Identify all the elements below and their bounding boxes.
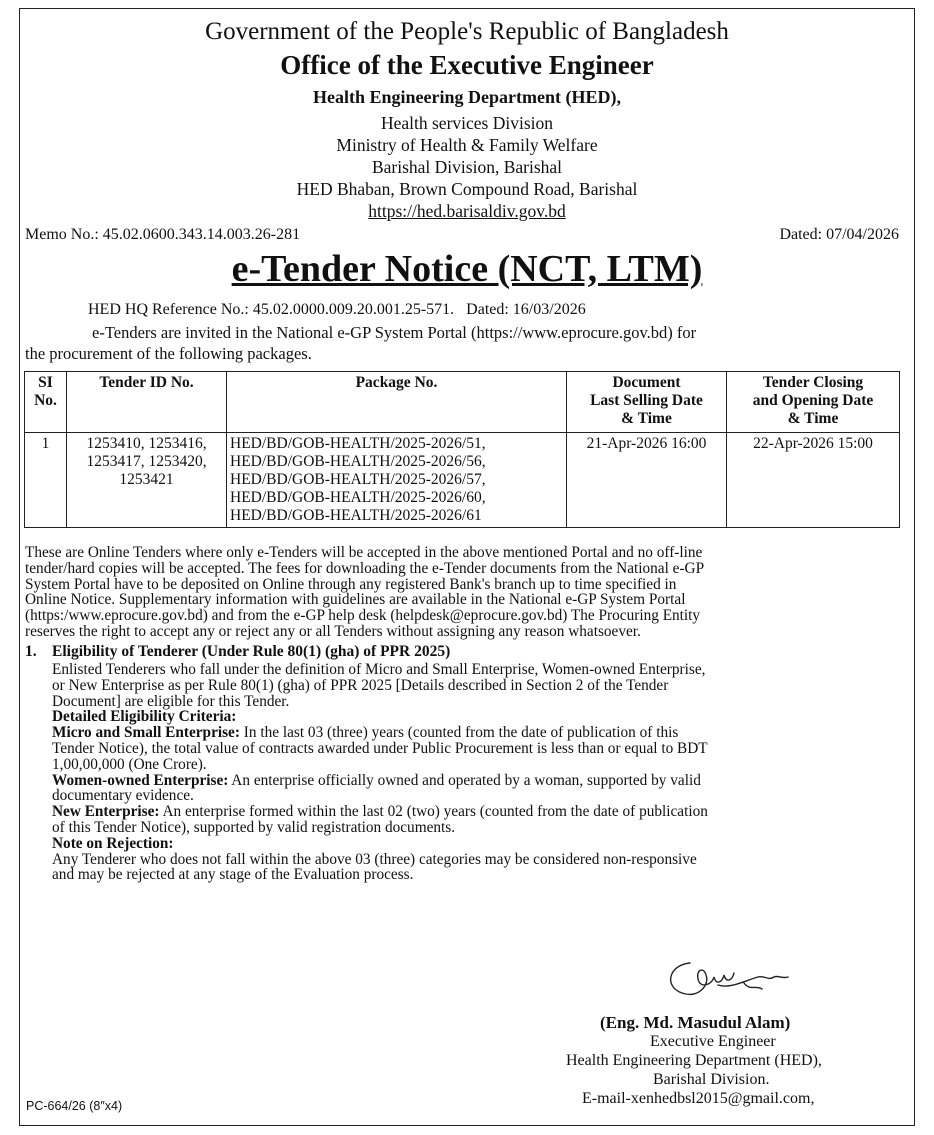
memo-date: Dated: 07/04/2026: [779, 226, 899, 243]
signatory-department: Health Engineering Department (HED),: [566, 1052, 822, 1069]
signature-image: [660, 955, 810, 1005]
micro-label: Micro and Small Enterprise:: [52, 724, 240, 742]
office-title: Office of the Executive Engineer: [280, 50, 654, 80]
criteria-heading: Detailed Eligibility Criteria:: [52, 708, 237, 726]
notice-title: e-Tender Notice (NCT, LTM): [231, 248, 703, 290]
intro-line: the procurement of the following packages.: [25, 344, 312, 363]
col-header-doc-selling: Document Last Selling Date & Time: [567, 372, 727, 433]
new-label: New Enterprise:: [52, 803, 160, 821]
women-label: Women-owned Enterprise:: [52, 771, 229, 789]
hq-reference: HED HQ Reference No.: 45.02.0000.009.20.001.25-571. Dated: 16/03/2026: [88, 301, 586, 318]
rejection-heading: Note on Rejection:: [52, 834, 174, 852]
col-header-package: Package No.: [227, 372, 567, 433]
address-line: Ministry of Health & Family Welfare: [336, 135, 598, 155]
col-header-closing: Tender Closing and Opening Date & Time: [727, 372, 900, 433]
intro-line: e-Tenders are invited in the National e-GP System Portal (https://www.eprocure.gov.bd) for: [92, 323, 697, 342]
signatory-email: E-mail-xenhedbsl2015@gmail.com,: [582, 1090, 815, 1107]
address-line: Barishal Division, Barishal: [371, 157, 563, 177]
table-row: [25, 433, 900, 528]
eligibility-intro: Enlisted Tenderers who fall under the definition of Micro and Small Enterprise, Women-owned Enterprise, or New Enterprise as per Rule 80(1) (gha) of PPR 2025 [Details described in Section 2 of the Tender Document] are eligible for this Tender. Detailed Eligibility Criteria: Micro and Small Enterprise: In the last 03 (three) years (counted from the date of publication of this Tender Notice), the total value of contracts awarded under Public Procurement is less than or equal to BDT 1,00,00,000 (One Crore). Women-owned Enterprise: An enterprise officially owned and operated by a woman, supported by valid documentary evidence. New Enterprise: An enterprise formed within the last 02 (two) years (counted from the date of publication of this Tender Notice), supported by valid registration documents. Note on Rejection: Any Tenderer who does not fall within the above 03 (three) categories may be considered non-responsive and may be rejected at any stage of the Evaluation process.: [52, 662, 899, 883]
cell-tender-ids: 1253410, 1253416, 1253417, 1253420, 1253421: [67, 433, 227, 528]
online-tender-paragraph: These are Online Tenders where only e-Tenders will be accepted in the above mentioned Portal and no off-line tender/hard copies will be accepted. The fees for downloading the e-Tender documents from the National e-GP System Portal have to be deposited on Online through any registered Bank's branch up to time specified in Online Notice. Supplementary information with guidelines are available in the National e-GP System Portal (https:/www.eprocure.gov.bd) and from the e-GP help desk (helpdesk@eprocure.gov.bd) The Procuring Entity reserves the right to accept any or reject any or all Tenders without assigning any reason whatsoever.: [25, 544, 705, 640]
cell-closing: 22-Apr-2026 15:00: [727, 433, 900, 528]
eligibility-heading: Eligibility of Tenderer (Under Rule 80(1) (gha) of PPR 2025): [52, 643, 451, 660]
table-header-row: [25, 372, 900, 433]
col-header-tender-id: Tender ID No.: [67, 372, 227, 433]
signatory-division: Barishal Division.: [653, 1071, 770, 1088]
website-link[interactable]: https://hed.barisaldiv.gov.bd: [368, 201, 566, 221]
address-line: Health services Division: [380, 113, 554, 133]
print-code: PC-664/26 (8″x4): [26, 1099, 123, 1113]
section-number: 1.: [25, 643, 37, 660]
address-line: HED Bhaban, Brown Compound Road, Barishal: [296, 179, 638, 199]
signatory-designation: Executive Engineer: [650, 1033, 776, 1050]
cell-doc-selling: 21-Apr-2026 16:00: [567, 433, 727, 528]
packages-table: [24, 371, 900, 528]
cell-sl: 1: [25, 433, 67, 528]
government-heading: Government of the People's Republic of Bangladesh: [205, 18, 729, 45]
col-header-sl: SI No.: [25, 372, 67, 433]
memo-number: Memo No.: 45.02.0600.343.14.003.26-281: [25, 226, 301, 243]
signatory-name: (Eng. Md. Masudul Alam): [600, 1013, 791, 1032]
cell-packages: HED/BD/GOB-HEALTH/2025-2026/51, HED/BD/GOB-HEALTH/2025-2026/56, HED/BD/GOB-HEALTH/2025-2026/57, HED/BD/GOB-HEALTH/2025-2026/60, HED/BD/GOB-HEALTH/2025-2026/61: [227, 433, 567, 528]
department-name: Health Engineering Department (HED),: [313, 87, 621, 107]
